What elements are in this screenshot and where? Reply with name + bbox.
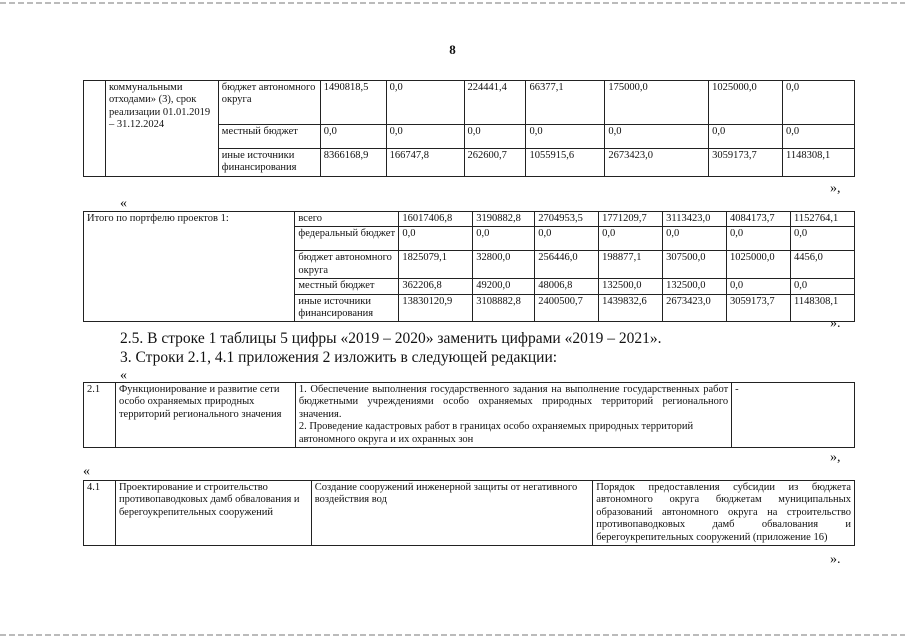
value-cell: 1825079,1 [399, 251, 473, 279]
value-cell: 0,0 [386, 81, 464, 125]
value-cell: 0,0 [709, 125, 783, 149]
description-item-1: 1. Обеспечение выполнения государственного задания на выполнение государственных работ бюджетными учреждениями особо охраняемых природных территорий регионального значения. [298, 384, 729, 420]
page-number: 8 [449, 42, 456, 57]
value-cell: 1771209,7 [599, 212, 663, 227]
value-cell: 8366168,9 [320, 149, 386, 177]
source-label: федеральный бюджет [295, 227, 399, 251]
table-row [84, 481, 855, 546]
value-cell: 3113423,0 [663, 212, 727, 227]
source-label: иные источники финансирования [295, 294, 399, 322]
value-cell: 0,0 [599, 227, 663, 251]
source-label: всего [295, 212, 399, 227]
opening-quote: « [120, 368, 127, 383]
paragraph-3: 3. Строки 2.1, 4.1 приложения 2 изложить в следующей редакции: [120, 349, 558, 366]
value-cell: 175000,0 [605, 81, 709, 125]
value-cell: 1148308,1 [783, 149, 855, 177]
value-cell: 0,0 [783, 81, 855, 125]
activity-description: Создание сооружений инженерной защиты от негативного воздействия вод [311, 481, 593, 546]
description-item-2: 2. Проведение кадастровых работ в границах особо охраняемых природных территорий автономного округа и их охранных зон [298, 421, 694, 445]
activity-name: Проектирование и строительство противопаводковых дамб обвалования и берегоукрепительных сооружений [115, 481, 311, 546]
closing-quote: ». [830, 316, 841, 331]
row-number: 4.1 [84, 481, 116, 546]
value-cell: 1148308,1 [791, 294, 855, 322]
value-cell: 0,0 [663, 227, 727, 251]
value-cell: 48006,8 [535, 279, 599, 294]
value-cell: 3190882,8 [473, 212, 535, 227]
value-cell: 1439832,6 [599, 294, 663, 322]
row-4-1-table [83, 480, 855, 546]
value-cell: 3108882,8 [473, 294, 535, 322]
scan-edge-top [0, 2, 905, 4]
source-label: местный бюджет [295, 279, 399, 294]
value-cell: 1025000,0 [709, 81, 783, 125]
row-number: 2.1 [84, 383, 116, 448]
value-cell: 166747,8 [386, 149, 464, 177]
value-cell: 256446,0 [535, 251, 599, 279]
value-cell: 3059173,7 [727, 294, 791, 322]
value-cell: 3059173,7 [709, 149, 783, 177]
subsidy-procedure: Порядок предоставления субсидии из бюджета автономного округа бюджетам муниципальных образований автономного округа на строительство противопаводковых дамб обвалования и берегоукрепительных сооружений (приложение 16) [593, 481, 855, 546]
value-cell: 49200,0 [473, 279, 535, 294]
value-cell: 362206,8 [399, 279, 473, 294]
value-cell: 0,0 [399, 227, 473, 251]
value-cell: 2400500,7 [535, 294, 599, 322]
value-cell: 0,0 [727, 227, 791, 251]
value-cell: 132500,0 [599, 279, 663, 294]
value-cell: 32800,0 [473, 251, 535, 279]
activity-name: Функционирование и развитие сети особо охраняемых природных территорий регионального значения [115, 383, 295, 448]
value-cell: 4456,0 [791, 251, 855, 279]
value-cell: 0,0 [791, 227, 855, 251]
value-cell: 0,0 [727, 279, 791, 294]
value-cell: 0,0 [473, 227, 535, 251]
closing-quote: », [830, 181, 841, 196]
empty-cell [84, 81, 106, 177]
value-cell: 0,0 [605, 125, 709, 149]
value-cell: 307500,0 [663, 251, 727, 279]
value-cell: 16017406,8 [399, 212, 473, 227]
value-cell: 0,0 [526, 125, 605, 149]
table-row [84, 383, 855, 448]
activity-description [295, 383, 731, 448]
total-label-cell: Итого по портфелю проектов 1: [84, 212, 295, 322]
value-cell: 2673423,0 [663, 294, 727, 322]
value-cell: 0,0 [783, 125, 855, 149]
value-cell: 224441,4 [464, 81, 526, 125]
value-cell: 0,0 [320, 125, 386, 149]
value-cell: 66377,1 [526, 81, 605, 125]
value-cell: 4084173,7 [727, 212, 791, 227]
funding-table-continued [83, 80, 855, 177]
value-cell: 2673423,0 [605, 149, 709, 177]
opening-quote: « [120, 196, 127, 211]
value-cell: 0,0 [464, 125, 526, 149]
value-cell: 1055915,6 [526, 149, 605, 177]
extra-cell: - [732, 383, 855, 448]
project-name-cell: коммунальными отходами» (3), срок реализации 01.01.2019 – 31.12.2024 [105, 81, 218, 177]
table-row [84, 81, 855, 125]
value-cell: 0,0 [386, 125, 464, 149]
closing-quote: », [830, 450, 841, 465]
scan-edge-bottom [0, 634, 905, 636]
opening-quote: « [83, 464, 90, 479]
row-2-1-table [83, 382, 855, 448]
value-cell: 1490818,5 [320, 81, 386, 125]
table-row [84, 212, 855, 227]
value-cell: 132500,0 [663, 279, 727, 294]
source-label: бюджет автономного округа [295, 251, 399, 279]
value-cell: 0,0 [791, 279, 855, 294]
source-label: местный бюджет [218, 125, 320, 149]
source-label: иные источники финансирования [218, 149, 320, 177]
value-cell: 1152764,1 [791, 212, 855, 227]
value-cell: 262600,7 [464, 149, 526, 177]
value-cell: 1025000,0 [727, 251, 791, 279]
portfolio-total-table [83, 211, 855, 322]
source-label: бюджет автономного округа [218, 81, 320, 125]
value-cell: 198877,1 [599, 251, 663, 279]
value-cell: 0,0 [535, 227, 599, 251]
paragraph-2-5: 2.5. В строке 1 таблицы 5 цифры «2019 – 2020» заменить цифрами «2019 – 2021». [120, 330, 662, 347]
closing-quote: ». [830, 552, 841, 567]
value-cell: 13830120,9 [399, 294, 473, 322]
value-cell: 2704953,5 [535, 212, 599, 227]
